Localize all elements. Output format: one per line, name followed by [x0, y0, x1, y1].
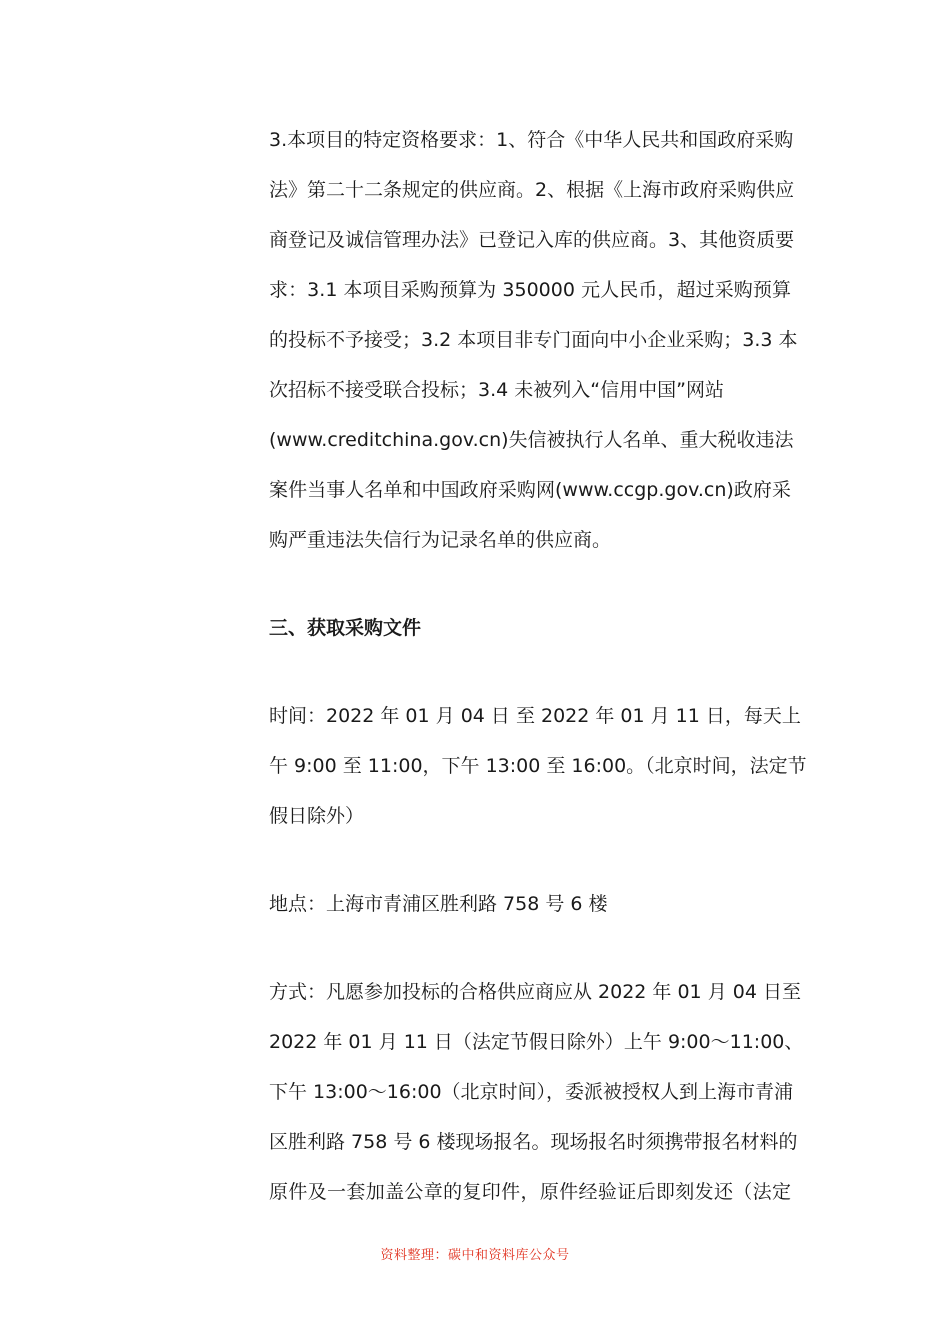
text-line: 原件及一套加盖公章的复印件，原件经验证后即刻发还（法定: [269, 1181, 791, 1203]
paragraph-spacer: [269, 565, 791, 603]
text-line: 方式：凡愿参加投标的合格供应商应从 2022 年 01 月 04 日至: [269, 981, 801, 1003]
text-line: (www.creditchina.gov.cn)失信被执行人名单、重大税收违法: [269, 429, 794, 451]
document-body: [269, 115, 807, 1217]
qualification-paragraph: [269, 115, 798, 565]
text-line: 次招标不接受联合投标；3.4 未被列入“信用中国”网站: [269, 379, 724, 401]
text-line: 的投标不予接受；3.2 本项目非专门面向中小企业采购；3.3 本: [269, 329, 798, 351]
text-line: 案件当事人名单和中国政府采购网(www.ccgp.gov.cn)政府采: [269, 479, 791, 501]
section-heading-text: 三、获取采购文件: [269, 617, 422, 639]
text-line: 求：3.1 本项目采购预算为 350000 元人民币，超过采购预算: [269, 279, 791, 301]
paragraph-spacer: [269, 841, 791, 879]
text-line: 假日除外）: [269, 805, 365, 827]
text-line: 购严重违法失信行为记录名单的供应商。: [269, 529, 612, 551]
paragraph-spacer: [269, 929, 791, 967]
location-paragraph: [269, 879, 791, 929]
text-line: 法》第二十二条规定的供应商。2、根据《上海市政府采购供应: [269, 179, 795, 201]
footer-credit: 资料整理：碳中和资料库公众号: [380, 1248, 570, 1263]
text-line: 时间：2022 年 01 月 04 日 至 2022 年 01 月 11 日，每天上: [269, 705, 801, 727]
text-line: 下午 13:00～16:00（北京时间），委派被授权人到上海市青浦: [269, 1081, 794, 1103]
section-heading: [269, 603, 791, 653]
paragraph-spacer: [269, 653, 791, 691]
text-line: 3.本项目的特定资格要求：1、符合《中华人民共和国政府采购: [269, 129, 794, 151]
text-line: 2022 年 01 月 11 日（法定节假日除外）上午 9:00～11:00、: [269, 1031, 804, 1053]
text-line: 午 9:00 至 11:00，下午 13:00 至 16:00。（北京时间，法定节: [269, 755, 807, 777]
time-paragraph: [269, 691, 807, 841]
text-line: 地点：上海市青浦区胜利路 758 号 6 楼: [269, 893, 608, 915]
text-line: 商登记及诚信管理办法》已登记入库的供应商。3、其他资质要: [269, 229, 795, 251]
method-paragraph: [269, 967, 804, 1217]
text-line: 区胜利路 758 号 6 楼现场报名。现场报名时须携带报名材料的: [269, 1131, 798, 1153]
